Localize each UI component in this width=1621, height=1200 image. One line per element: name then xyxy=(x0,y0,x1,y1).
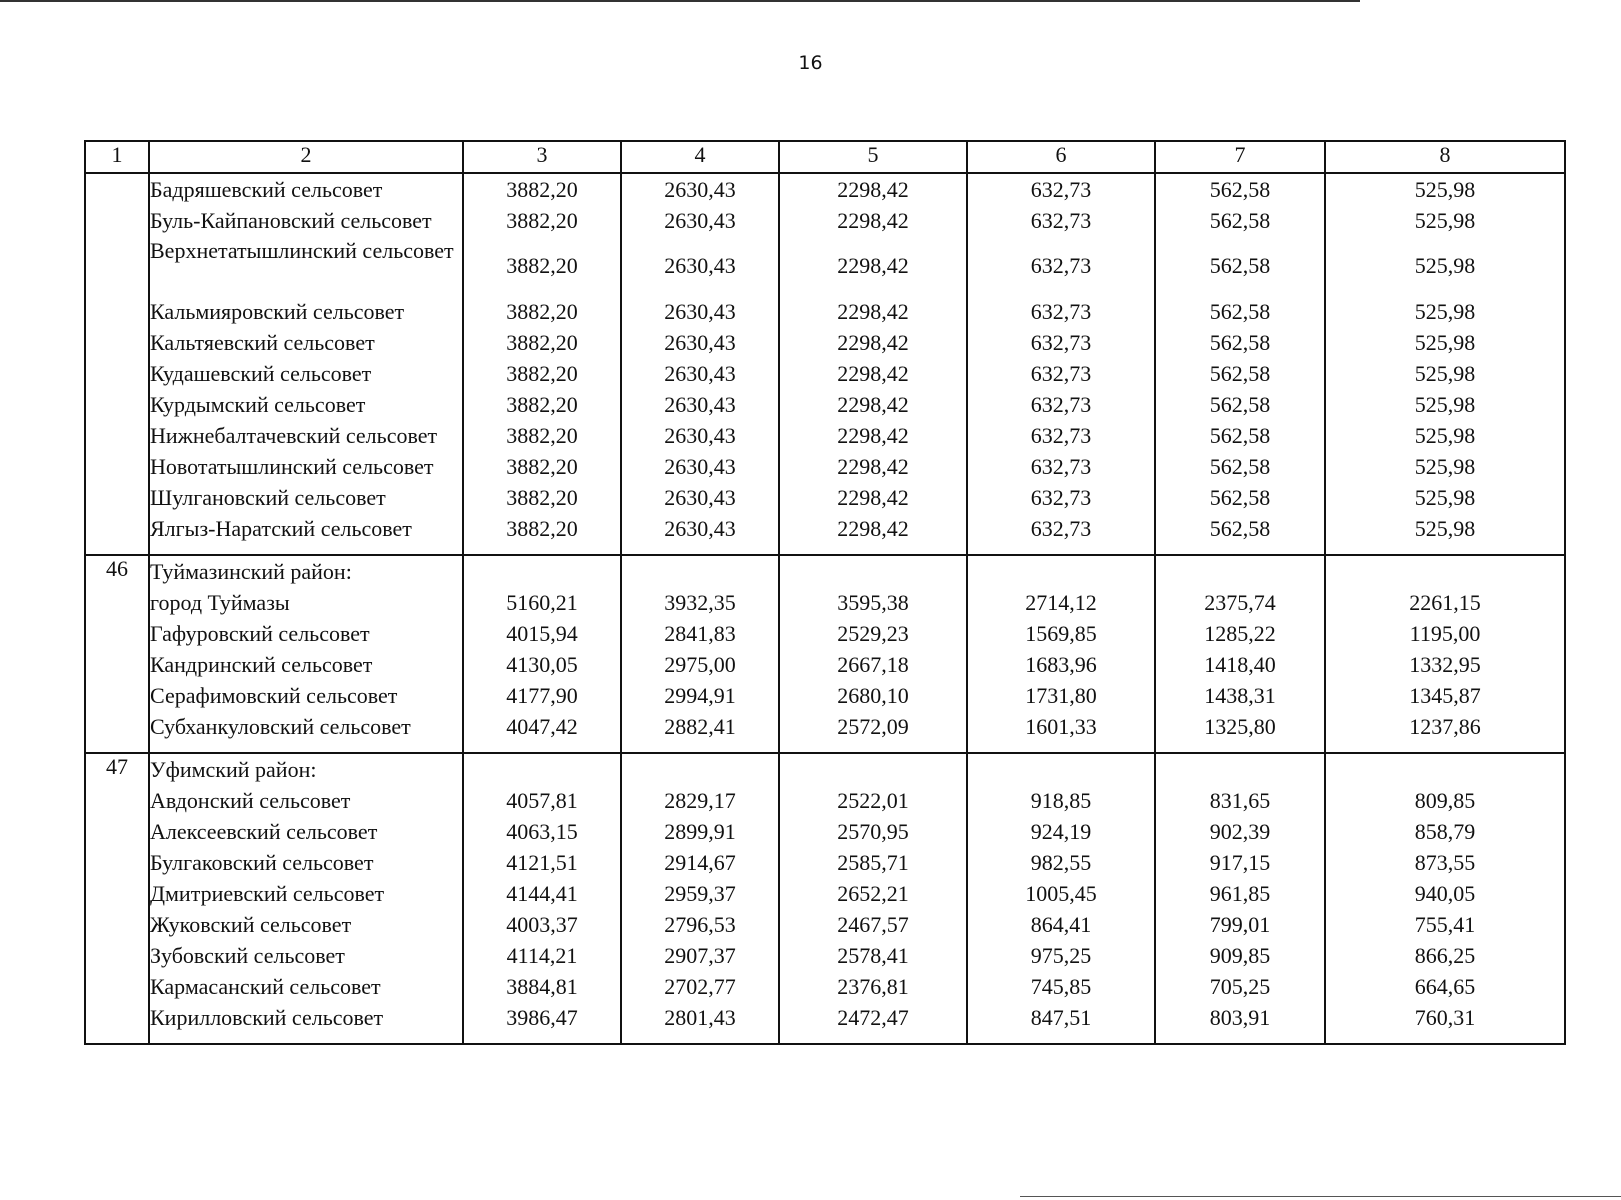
section-spacer xyxy=(968,742,1154,752)
value-cell: 982,55 xyxy=(1030,850,1092,875)
locality-name: Кальмияровский сельсовет xyxy=(150,299,405,324)
locality-name: город Туймазы xyxy=(150,590,290,615)
blank-line xyxy=(622,556,778,587)
value-cell: 2298,42 xyxy=(837,208,909,233)
value-cell: 525,98 xyxy=(1414,299,1476,324)
column-header-3: 3 xyxy=(463,141,621,173)
locality-name: Буль-Кайпановский сельсовет xyxy=(150,208,432,233)
value-cell: 1005,45 xyxy=(1025,881,1097,906)
section-spacer xyxy=(464,544,620,554)
value-cell: 4144,41 xyxy=(506,881,578,906)
section-spacer xyxy=(968,544,1154,554)
value-text: 562,58 xyxy=(1209,253,1271,278)
value-cell: 803,91 xyxy=(1209,1005,1271,1030)
value-cell: 562,58 xyxy=(1209,299,1271,324)
locality-name: Алексеевский сельсовет xyxy=(150,819,378,844)
value-cell: 525,98 xyxy=(1414,516,1476,541)
value-column-8 xyxy=(1325,753,1565,1044)
value-cell: 632,73 xyxy=(1030,454,1092,479)
value-cell: 4063,15 xyxy=(506,819,578,844)
table-row xyxy=(85,173,1565,555)
value-cell: 2994,91 xyxy=(664,683,736,708)
blank-line xyxy=(464,556,620,587)
value-cell: 1285,22 xyxy=(1204,621,1276,646)
section-spacer xyxy=(1326,544,1564,554)
value-column-4 xyxy=(621,173,779,555)
value-column-8 xyxy=(1325,173,1565,555)
value-cell: 4015,94 xyxy=(506,621,578,646)
page-number: 16 xyxy=(798,52,823,74)
value-column-6 xyxy=(967,173,1155,555)
blank-line xyxy=(1326,754,1564,785)
value-cell: 2578,41 xyxy=(837,943,909,968)
value-cell: 760,31 xyxy=(1414,1005,1476,1030)
value-cell: 2667,18 xyxy=(837,652,909,677)
value-cell: 525,98 xyxy=(1414,208,1476,233)
value-cell: 562,58 xyxy=(1209,392,1271,417)
value-cell: 809,85 xyxy=(1414,788,1476,813)
value-cell: 745,85 xyxy=(1030,974,1092,999)
value-cell: 940,05 xyxy=(1414,881,1476,906)
value-cell: 847,51 xyxy=(1030,1005,1092,1030)
value-cell: 3884,81 xyxy=(506,974,578,999)
value-cell xyxy=(1156,236,1324,296)
value-cell: 705,25 xyxy=(1209,974,1271,999)
value-cell: 961,85 xyxy=(1209,881,1271,906)
value-cell: 2702,77 xyxy=(664,974,736,999)
column-header-8: 8 xyxy=(1325,141,1565,173)
value-cell: 2298,42 xyxy=(837,299,909,324)
value-cell: 632,73 xyxy=(1030,392,1092,417)
value-cell: 2801,43 xyxy=(664,1005,736,1030)
value-cell: 562,58 xyxy=(1209,177,1271,202)
locality-name: Кальтяевский сельсовет xyxy=(150,330,375,355)
section-spacer xyxy=(622,544,778,554)
value-cell: 562,58 xyxy=(1209,361,1271,386)
value-cell: 4177,90 xyxy=(506,683,578,708)
locality-name: Новотатышлинский сельсовет xyxy=(150,454,434,479)
value-column-5 xyxy=(779,753,967,1044)
value-cell: 4003,37 xyxy=(506,912,578,937)
value-cell: 632,73 xyxy=(1030,177,1092,202)
value-cell: 2472,47 xyxy=(837,1005,909,1030)
value-column-7 xyxy=(1155,555,1325,753)
value-cell: 1345,87 xyxy=(1409,683,1481,708)
value-cell: 525,98 xyxy=(1414,454,1476,479)
column-header-5: 5 xyxy=(779,141,967,173)
value-cell: 2630,43 xyxy=(664,177,736,202)
value-cell: 1195,00 xyxy=(1409,621,1481,646)
value-cell: 2467,57 xyxy=(837,912,909,937)
value-cell: 1438,31 xyxy=(1204,683,1276,708)
blank-line xyxy=(968,556,1154,587)
value-cell: 4114,21 xyxy=(506,943,578,968)
section-spacer xyxy=(150,1033,462,1043)
blank-line xyxy=(1156,754,1324,785)
value-cell: 632,73 xyxy=(1030,361,1092,386)
locality-name: Кирилловский сельсовет xyxy=(150,1005,384,1030)
value-cell: 3882,20 xyxy=(506,299,578,324)
value-cell: 2959,37 xyxy=(664,881,736,906)
tariff-table xyxy=(84,140,1566,1045)
value-cell: 2630,43 xyxy=(664,423,736,448)
value-cell: 799,01 xyxy=(1209,912,1271,937)
value-cell: 917,15 xyxy=(1209,850,1271,875)
value-cell: 5160,21 xyxy=(506,590,578,615)
table-row xyxy=(85,555,1565,753)
value-cell: 2630,43 xyxy=(664,208,736,233)
section-spacer xyxy=(780,742,966,752)
locality-name: Кудашевский сельсовет xyxy=(150,361,372,386)
value-cell: 866,25 xyxy=(1414,943,1476,968)
district-name: Уфимский район: xyxy=(150,757,317,782)
value-cell: 755,41 xyxy=(1414,912,1476,937)
section-spacer xyxy=(780,544,966,554)
value-column-4 xyxy=(621,555,779,753)
value-cell: 632,73 xyxy=(1030,516,1092,541)
value-cell: 2298,42 xyxy=(837,392,909,417)
section-spacer xyxy=(1156,742,1324,752)
scan-edge-line xyxy=(0,0,1360,2)
locality-names xyxy=(149,555,463,753)
value-cell: 2298,42 xyxy=(837,330,909,355)
value-cell: 2375,74 xyxy=(1204,590,1276,615)
row-number: 46 xyxy=(85,555,149,753)
value-cell: 525,98 xyxy=(1414,177,1476,202)
value-cell: 3882,20 xyxy=(506,516,578,541)
value-cell: 2298,42 xyxy=(837,361,909,386)
locality-name: Шулгановский сельсовет xyxy=(150,485,386,510)
value-cell: 2630,43 xyxy=(664,361,736,386)
column-header-6: 6 xyxy=(967,141,1155,173)
value-cell: 831,65 xyxy=(1209,788,1271,813)
value-cell: 2298,42 xyxy=(837,485,909,510)
value-cell: 632,73 xyxy=(1030,330,1092,355)
value-cell: 3882,20 xyxy=(506,361,578,386)
value-cell: 2630,43 xyxy=(664,330,736,355)
row-number: 47 xyxy=(85,753,149,1044)
locality-name: Нижнебалтачевский сельсовет xyxy=(150,423,438,448)
locality-name: Зубовский сельсовет xyxy=(150,943,345,968)
value-cell: 525,98 xyxy=(1414,330,1476,355)
locality-name: Дмитриевский сельсовет xyxy=(150,881,385,906)
value-cell: 562,58 xyxy=(1209,330,1271,355)
value-cell: 4121,51 xyxy=(506,850,578,875)
blank-line xyxy=(1326,556,1564,587)
value-cell: 525,98 xyxy=(1414,423,1476,448)
value-cell: 3882,20 xyxy=(506,330,578,355)
value-cell: 632,73 xyxy=(1030,423,1092,448)
value-cell: 2841,83 xyxy=(664,621,736,646)
column-header-2: 2 xyxy=(149,141,463,173)
value-cell: 2914,67 xyxy=(664,850,736,875)
value-column-6 xyxy=(967,753,1155,1044)
value-cell: 2630,43 xyxy=(664,485,736,510)
district-name: Туймазинский район: xyxy=(150,559,352,584)
value-cell: 1332,95 xyxy=(1409,652,1481,677)
value-cell: 525,98 xyxy=(1414,392,1476,417)
row-number xyxy=(85,173,149,555)
locality-name: Верхнетатышлинский сельсовет xyxy=(150,238,454,263)
value-column-8 xyxy=(1325,555,1565,753)
column-header-7: 7 xyxy=(1155,141,1325,173)
value-cell: 2522,01 xyxy=(837,788,909,813)
table-header xyxy=(85,141,1565,173)
value-cell: 1325,80 xyxy=(1204,714,1276,739)
value-column-3 xyxy=(463,555,621,753)
value-cell: 3882,20 xyxy=(506,454,578,479)
value-cell: 632,73 xyxy=(1030,208,1092,233)
value-text: 3882,20 xyxy=(506,253,578,278)
section-spacer xyxy=(464,1033,620,1043)
value-cell: 562,58 xyxy=(1209,454,1271,479)
column-header-1: 1 xyxy=(85,141,149,173)
blank-line xyxy=(622,754,778,785)
blank-line xyxy=(780,556,966,587)
locality-names xyxy=(149,753,463,1044)
blank-line xyxy=(968,754,1154,785)
value-cell: 562,58 xyxy=(1209,208,1271,233)
value-column-6 xyxy=(967,555,1155,753)
value-cell: 2585,71 xyxy=(837,850,909,875)
value-cell: 3986,47 xyxy=(506,1005,578,1030)
value-cell: 4047,42 xyxy=(506,714,578,739)
value-cell: 918,85 xyxy=(1030,788,1092,813)
value-cell: 4057,81 xyxy=(506,788,578,813)
locality-name: Серафимовский сельсовет xyxy=(150,683,398,708)
section-spacer xyxy=(1326,742,1564,752)
value-cell xyxy=(780,236,966,296)
value-cell: 1418,40 xyxy=(1204,652,1276,677)
column-header-4: 4 xyxy=(621,141,779,173)
value-text: 632,73 xyxy=(1030,253,1092,278)
value-cell: 1601,33 xyxy=(1025,714,1097,739)
value-cell: 562,58 xyxy=(1209,423,1271,448)
value-cell: 1731,80 xyxy=(1025,683,1097,708)
value-cell: 1569,85 xyxy=(1025,621,1097,646)
table-section xyxy=(85,555,1565,753)
value-cell: 2376,81 xyxy=(837,974,909,999)
value-cell: 3882,20 xyxy=(506,423,578,448)
value-cell: 3932,35 xyxy=(664,590,736,615)
locality-name: Бадряшевский сельсовет xyxy=(150,177,383,202)
value-cell: 2714,12 xyxy=(1025,590,1097,615)
value-cell: 909,85 xyxy=(1209,943,1271,968)
value-column-7 xyxy=(1155,173,1325,555)
locality-names xyxy=(149,173,463,555)
section-spacer xyxy=(968,1033,1154,1043)
value-column-7 xyxy=(1155,753,1325,1044)
section-spacer xyxy=(464,742,620,752)
locality-name: Курдымский сельсовет xyxy=(150,392,366,417)
value-cell: 2899,91 xyxy=(664,819,736,844)
value-cell: 2298,42 xyxy=(837,516,909,541)
locality-name: Гафуровский сельсовет xyxy=(150,621,370,646)
locality-name: Булгаковский сельсовет xyxy=(150,850,374,875)
value-cell: 664,65 xyxy=(1414,974,1476,999)
value-cell: 562,58 xyxy=(1209,516,1271,541)
value-cell: 2630,43 xyxy=(664,299,736,324)
value-cell: 3882,20 xyxy=(506,208,578,233)
value-cell: 632,73 xyxy=(1030,485,1092,510)
value-cell: 2298,42 xyxy=(837,454,909,479)
value-cell: 902,39 xyxy=(1209,819,1271,844)
value-cell: 2975,00 xyxy=(664,652,736,677)
value-cell: 873,55 xyxy=(1414,850,1476,875)
section-spacer xyxy=(622,1033,778,1043)
value-cell: 864,41 xyxy=(1030,912,1092,937)
value-cell: 2680,10 xyxy=(837,683,909,708)
value-column-3 xyxy=(463,753,621,1044)
value-cell xyxy=(968,236,1154,296)
locality-name: Ялгыз-Наратский сельсовет xyxy=(150,516,412,541)
value-cell xyxy=(464,236,620,296)
value-cell: 1683,96 xyxy=(1025,652,1097,677)
value-cell: 2652,21 xyxy=(837,881,909,906)
value-column-5 xyxy=(779,173,967,555)
value-cell: 2298,42 xyxy=(837,177,909,202)
value-text: 2630,43 xyxy=(664,253,736,278)
table-section xyxy=(85,173,1565,555)
value-cell: 2796,53 xyxy=(664,912,736,937)
locality-name: Авдонский сельсовет xyxy=(150,788,351,813)
section-spacer xyxy=(622,742,778,752)
value-cell: 2572,09 xyxy=(837,714,909,739)
value-cell: 2261,15 xyxy=(1409,590,1481,615)
scan-edge-line-bottom xyxy=(1020,1196,1621,1197)
value-cell: 2570,95 xyxy=(837,819,909,844)
value-cell: 3595,38 xyxy=(837,590,909,615)
table-row xyxy=(85,753,1565,1044)
value-text: 525,98 xyxy=(1414,253,1476,278)
locality-name: Кармасанский сельсовет xyxy=(150,974,381,999)
value-cell: 1237,86 xyxy=(1409,714,1481,739)
value-cell: 3882,20 xyxy=(506,177,578,202)
section-spacer xyxy=(1156,1033,1324,1043)
value-cell: 975,25 xyxy=(1030,943,1092,968)
value-text: 2298,42 xyxy=(837,253,909,278)
blank-line xyxy=(1156,556,1324,587)
value-cell: 2529,23 xyxy=(837,621,909,646)
value-cell: 525,98 xyxy=(1414,485,1476,510)
value-column-4 xyxy=(621,753,779,1044)
value-cell: 2907,37 xyxy=(664,943,736,968)
section-spacer xyxy=(1156,544,1324,554)
value-cell: 562,58 xyxy=(1209,485,1271,510)
value-cell: 2882,41 xyxy=(664,714,736,739)
table-section xyxy=(85,753,1565,1044)
locality-name: Кандринский сельсовет xyxy=(150,652,373,677)
value-cell: 3882,20 xyxy=(506,485,578,510)
value-cell: 2630,43 xyxy=(664,454,736,479)
section-spacer xyxy=(780,1033,966,1043)
value-column-5 xyxy=(779,555,967,753)
locality-name: Жуковский сельсовет xyxy=(150,912,352,937)
value-column-3 xyxy=(463,173,621,555)
value-cell: 924,19 xyxy=(1030,819,1092,844)
value-cell: 2630,43 xyxy=(664,516,736,541)
locality-name: Субханкуловский сельсовет xyxy=(150,714,411,739)
value-cell: 525,98 xyxy=(1414,361,1476,386)
value-cell: 3882,20 xyxy=(506,392,578,417)
value-cell: 2630,43 xyxy=(664,392,736,417)
blank-line xyxy=(464,754,620,785)
value-cell xyxy=(622,236,778,296)
section-spacer xyxy=(1326,1033,1564,1043)
section-spacer xyxy=(150,742,462,752)
value-cell: 2298,42 xyxy=(837,423,909,448)
value-cell: 4130,05 xyxy=(506,652,578,677)
blank-line xyxy=(780,754,966,785)
value-cell: 2829,17 xyxy=(664,788,736,813)
section-spacer xyxy=(150,544,462,554)
value-cell: 632,73 xyxy=(1030,299,1092,324)
value-cell: 858,79 xyxy=(1414,819,1476,844)
value-cell xyxy=(1326,236,1564,296)
